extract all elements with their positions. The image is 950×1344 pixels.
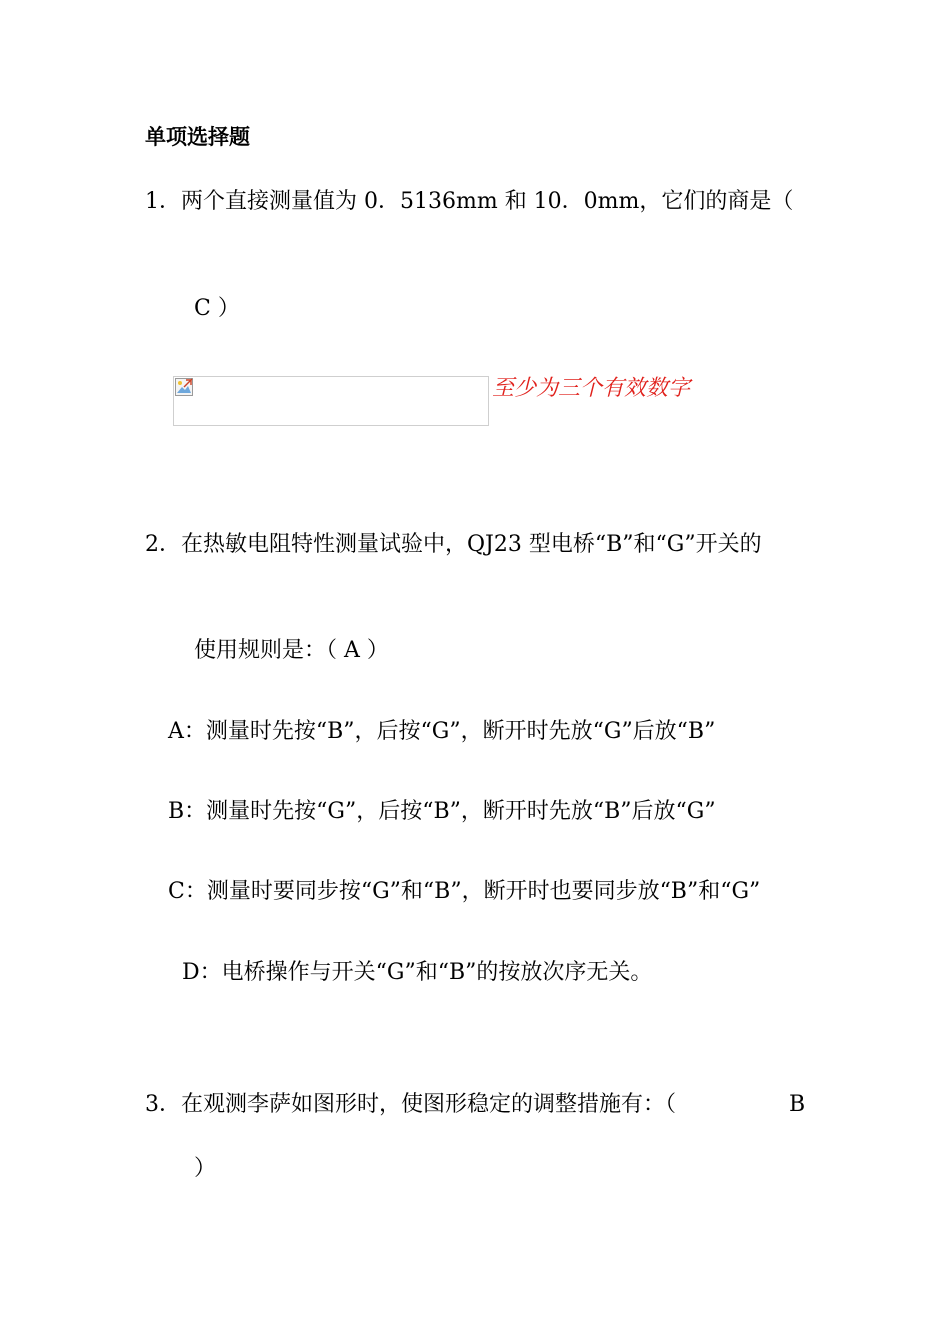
question-2-text: 2．在热敏电阻特性测量试验中，QJ23 型电桥“B”和“G”开关的 (145, 532, 762, 557)
option-b: B：测量时先按“G”，后按“B”，断开时先放“B”后放“G” (168, 799, 716, 824)
broken-image-icon (175, 378, 193, 396)
question-3-answer: B (789, 1092, 806, 1117)
question-1-answer: C ） (194, 296, 240, 321)
formula-image-placeholder (173, 376, 489, 426)
question-3-closing-paren: ） (194, 1156, 217, 1181)
question-2-text-continued: 使用规则是：（ A ） (194, 638, 389, 663)
question-1-text: 1．两个直接测量值为 0．5136mm 和 10．0mm，它们的商是（ (145, 189, 794, 214)
question-3-text: 3．在观测李萨如图形时，使图形稳定的调整措施有：（ (145, 1092, 676, 1117)
significant-figures-note: 至少为三个有效数字 (492, 376, 691, 401)
option-c: C：测量时要同步按“G”和“B”，断开时也要同步放“B”和“G” (168, 879, 761, 904)
option-d: D：电桥操作与开关“G”和“B”的按放次序无关。 (182, 960, 653, 985)
option-a: A：测量时先按“B”，后按“G”，断开时先放“G”后放“B” (168, 719, 716, 744)
section-title: 单项选择题 (145, 125, 250, 149)
